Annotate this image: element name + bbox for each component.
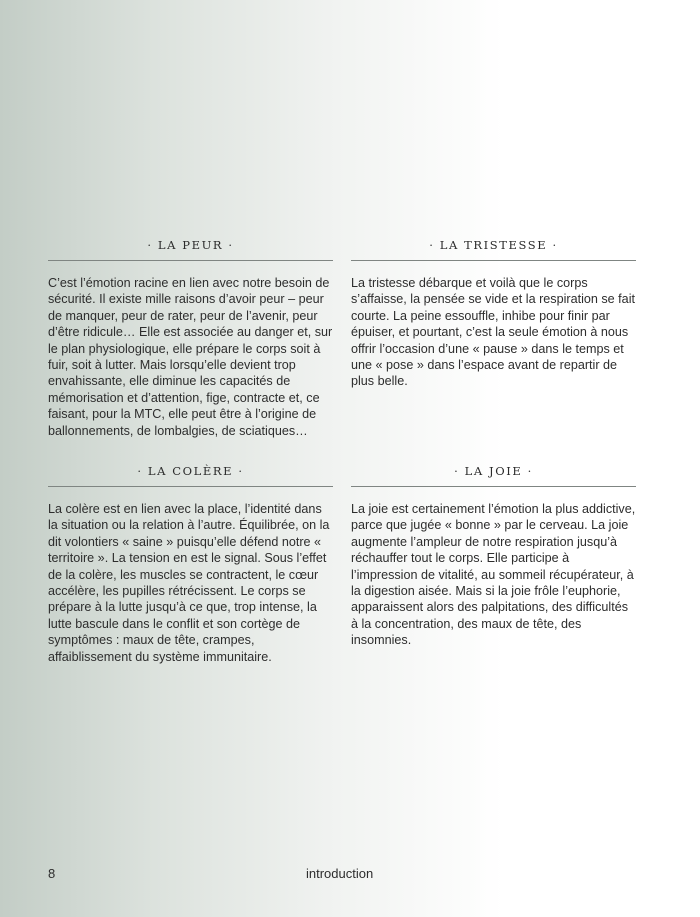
section-sadness <box>351 238 636 390</box>
section-joy <box>351 464 636 649</box>
section-heading-fear: · LA PEUR · <box>48 238 333 261</box>
section-anger <box>48 464 333 665</box>
section-body-joy: La joie est certainement l’émotion la plus addictive, parce que jugée « bonne » par le cerveau. La joie augmente l’ampleur de notre respiration jusqu’à réchauffer tout le corps. Elle participe à l’impression de vitalité, au sommeil récupérateur, à la digestion aisée. Mais si la joie frôle l’euphorie, apparaissent alors des palpitations, des difficultés à la concentration, des maux de tête, des insomnies. <box>351 502 636 648</box>
chapter-title: introduction <box>306 866 374 881</box>
section-body-sadness: La tristesse débarque et voilà que le corps s’affaisse, la pensée se vide et la respiration se fait courte. La peine essouffle, inhibe pour finir par épuiser, et pourtant, c’est la seule émotion à nous offrir l’occasion d’une « pause » dans le temps et une « pose » dans l’espace avant de repartir de plus belle. <box>351 276 635 389</box>
section-body-fear: C’est l’émotion racine en lien avec notre besoin de sécurité. Il existe mille raisons d’avoir peur – peur de manquer, peur de rater, peur de l’avenir, peur d’être ridicule… Elle est associée au danger et, sur le plan physiologique, elle prépare le corps soit à fuir, soit à lutter. Mais lorsqu’elle devient trop envahissante, elle diminue les capacités de mémorisation et d’attention, fige, contracte et, ce faisant, pour la MTC, elle peut être à l’origine de ballonnements, de lombalgies, de sciatiques… <box>48 276 333 438</box>
section-fear <box>48 238 333 439</box>
section-heading-sadness: · LA TRISTESSE · <box>351 238 636 261</box>
section-body-anger: La colère est en lien avec la place, l’identité dans la situation ou la relation à l’autre. Équilibrée, on la dit volontiers « saine » puisqu’elle défend notre « territoire ». La tension en est le signal. Sous l’effet de la colère, les muscles se contractent, le cœur accélère, les pupilles rétrécissent. Le corps se prépare à la lutte jusqu’à ce que, trop intense, la lutte bascule dans le conflit et son cortège de symptômes : maux de tête, crampes, affaiblissement du système immunitaire. <box>48 502 330 664</box>
section-heading-joy: · LA JOIE · <box>351 464 636 487</box>
page-number: 8 <box>48 866 56 881</box>
section-heading-anger: · LA COLÈRE · <box>48 464 333 487</box>
